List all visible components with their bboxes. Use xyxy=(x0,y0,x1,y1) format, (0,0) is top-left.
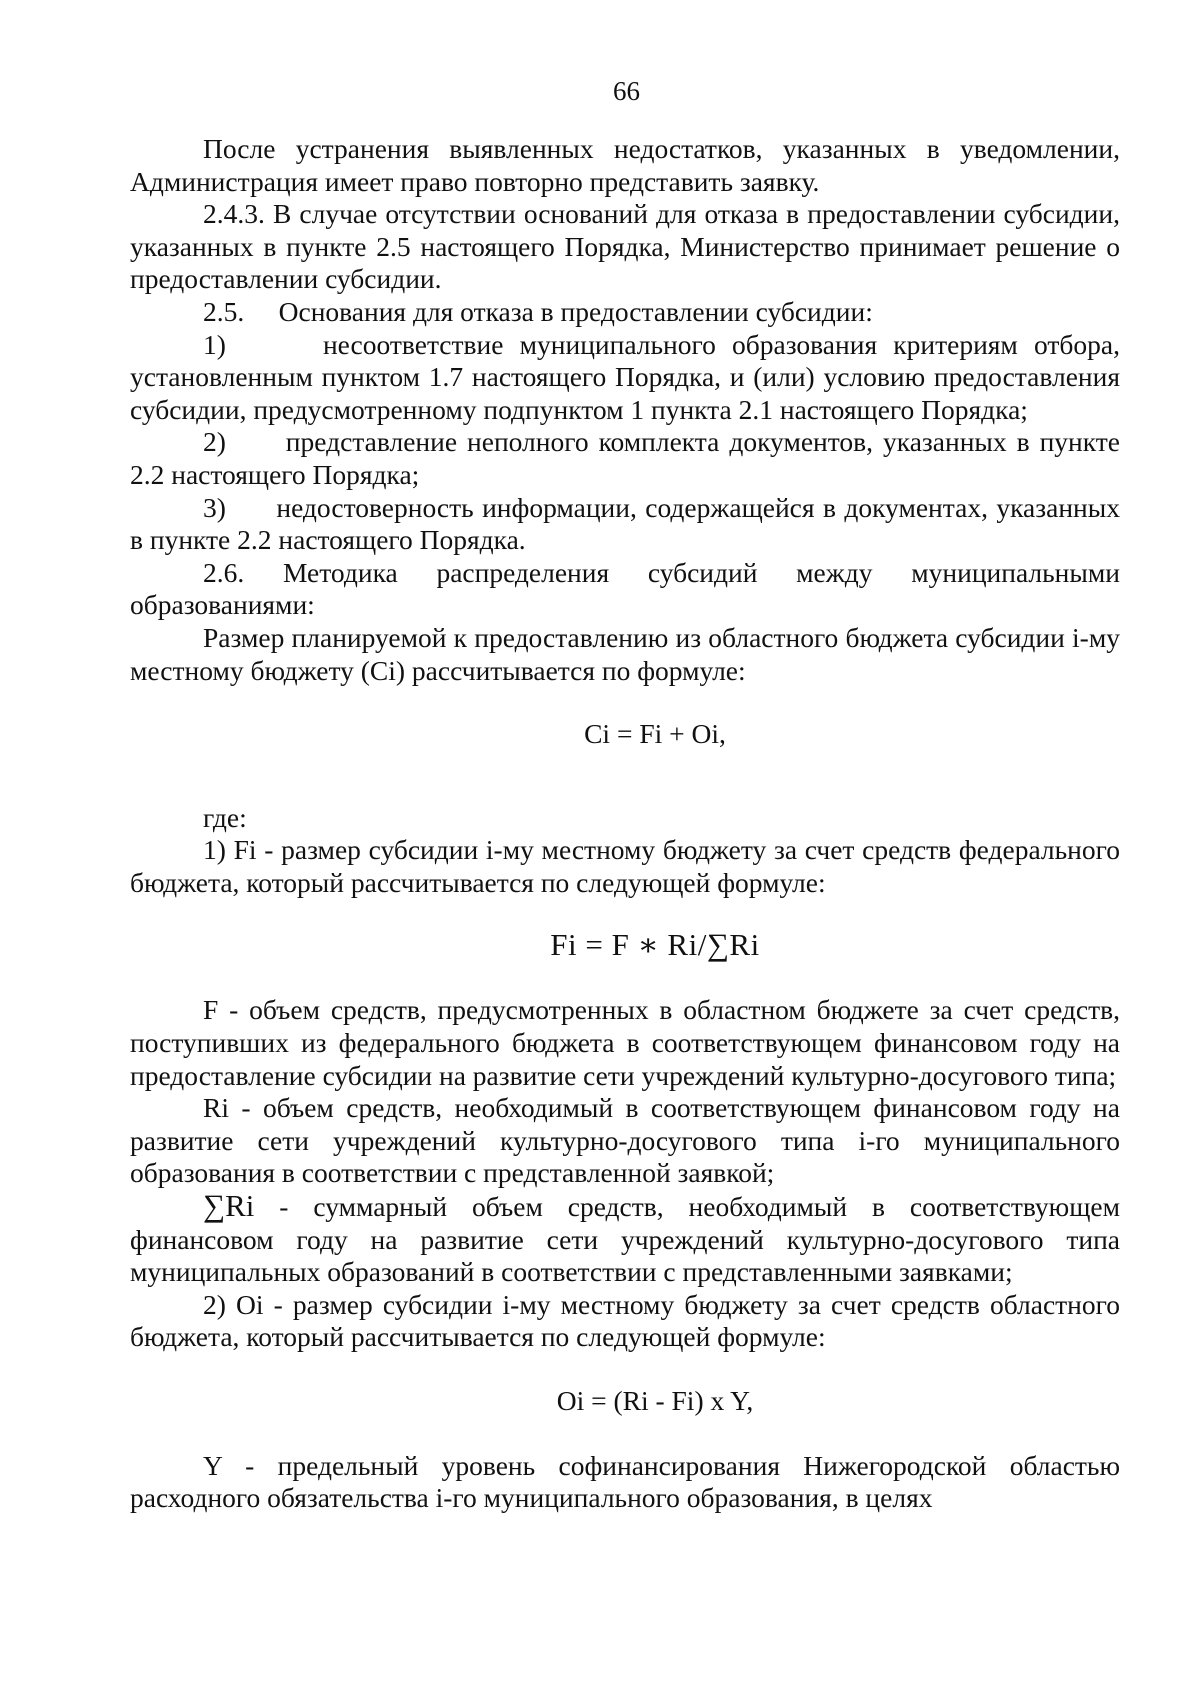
sum-ri-symbol: ∑Ri xyxy=(203,1188,255,1224)
paragraph-2-4-3: 2.4.3. В случае отсутствии оснований для отказа в предоставлении субсидии, указанных в пункте 2.5 настоящего Порядка, Министерство принимает решение о предоставлении субсидии. xyxy=(130,198,1120,295)
paragraph-y-definition: Y - предельный уровень софинансирования Нижегородской областью расходного обязательства i-го муниципального образования, в целях xyxy=(130,1449,1120,1514)
list-item-3: 3) недостоверность информации, содержащейся в документах, указанных в пункте 2.2 настоящего Порядка. xyxy=(130,491,1120,556)
paragraph-oi-definition: 2) Oi - размер субсидии i-му местному бюджету за счет средств областного бюджета, который рассчитывается по следующей формуле: xyxy=(130,1288,1120,1353)
paragraph-2-6: 2.6. Методика распределения субсидий между муниципальными образованиями: xyxy=(130,556,1120,621)
list-item-2: 2) представление неполного комплекта документов, указанных в пункте 2.2 настоящего Порядка; xyxy=(130,426,1120,490)
formula-oi: Oi = (Ri - Fi) x Y, xyxy=(556,1385,754,1416)
paragraph-fi-definition: 1) Fi - размер субсидии i-му местному бюджету за счет средств федерального бюджета, который рассчитывается по следующей формуле: xyxy=(130,834,1120,898)
paragraph-after-correction: После устранения выявленных недостатков, указанных в уведомлении, Администрация имеет право повторно представить заявку. xyxy=(130,133,1120,197)
page-number: 66 xyxy=(613,76,640,106)
list-item-1: 1) несоответствие муниципального образования критериям отбора, установленным пунктом 1.7 настоящего Порядка, и (или) условию предоставления субсидии, предусмотренному подпунктом 1 пункта 2.1 настоящего Порядка; xyxy=(130,328,1120,425)
document-body xyxy=(130,133,1120,1515)
paragraph-where: где: xyxy=(203,801,247,833)
sum-ri-text: - суммарный объем средств, необходимый в соответствующем финансовом году на развитие сети учреждений культурно-досугового типа муниципальных образований в соответствии с представленными заявками; xyxy=(130,1191,1120,1288)
paragraph-sum-ri-definition xyxy=(130,1190,1120,1289)
formula-fi: Fi = F ∗ Ri/∑Ri xyxy=(550,927,760,963)
formula-ci: Ci = Fi + Oi, xyxy=(584,718,726,750)
paragraph-ri-definition: Ri - объем средств, необходимый в соответствующем финансовом году на развитие сети учреждений культурно-досугового типа i-го муниципального образования в соответствии с представленной заявкой; xyxy=(130,1092,1120,1189)
paragraph-f-definition: F - объем средств, предусмотренных в областном бюджете за счет средств, поступивших из федерального бюджета в соответствующем финансовом году на предоставление субсидии на развитие сети учреждений культурно-досугового типа; xyxy=(130,994,1120,1091)
paragraph-2-5: 2.5. Основания для отказа в предоставлении субсидии: xyxy=(203,295,873,327)
paragraph-subsidy-size: Размер планируемой к предоставлению из областного бюджета субсидии i-му местному бюджету (Ci) рассчитывается по формуле: xyxy=(130,621,1120,686)
